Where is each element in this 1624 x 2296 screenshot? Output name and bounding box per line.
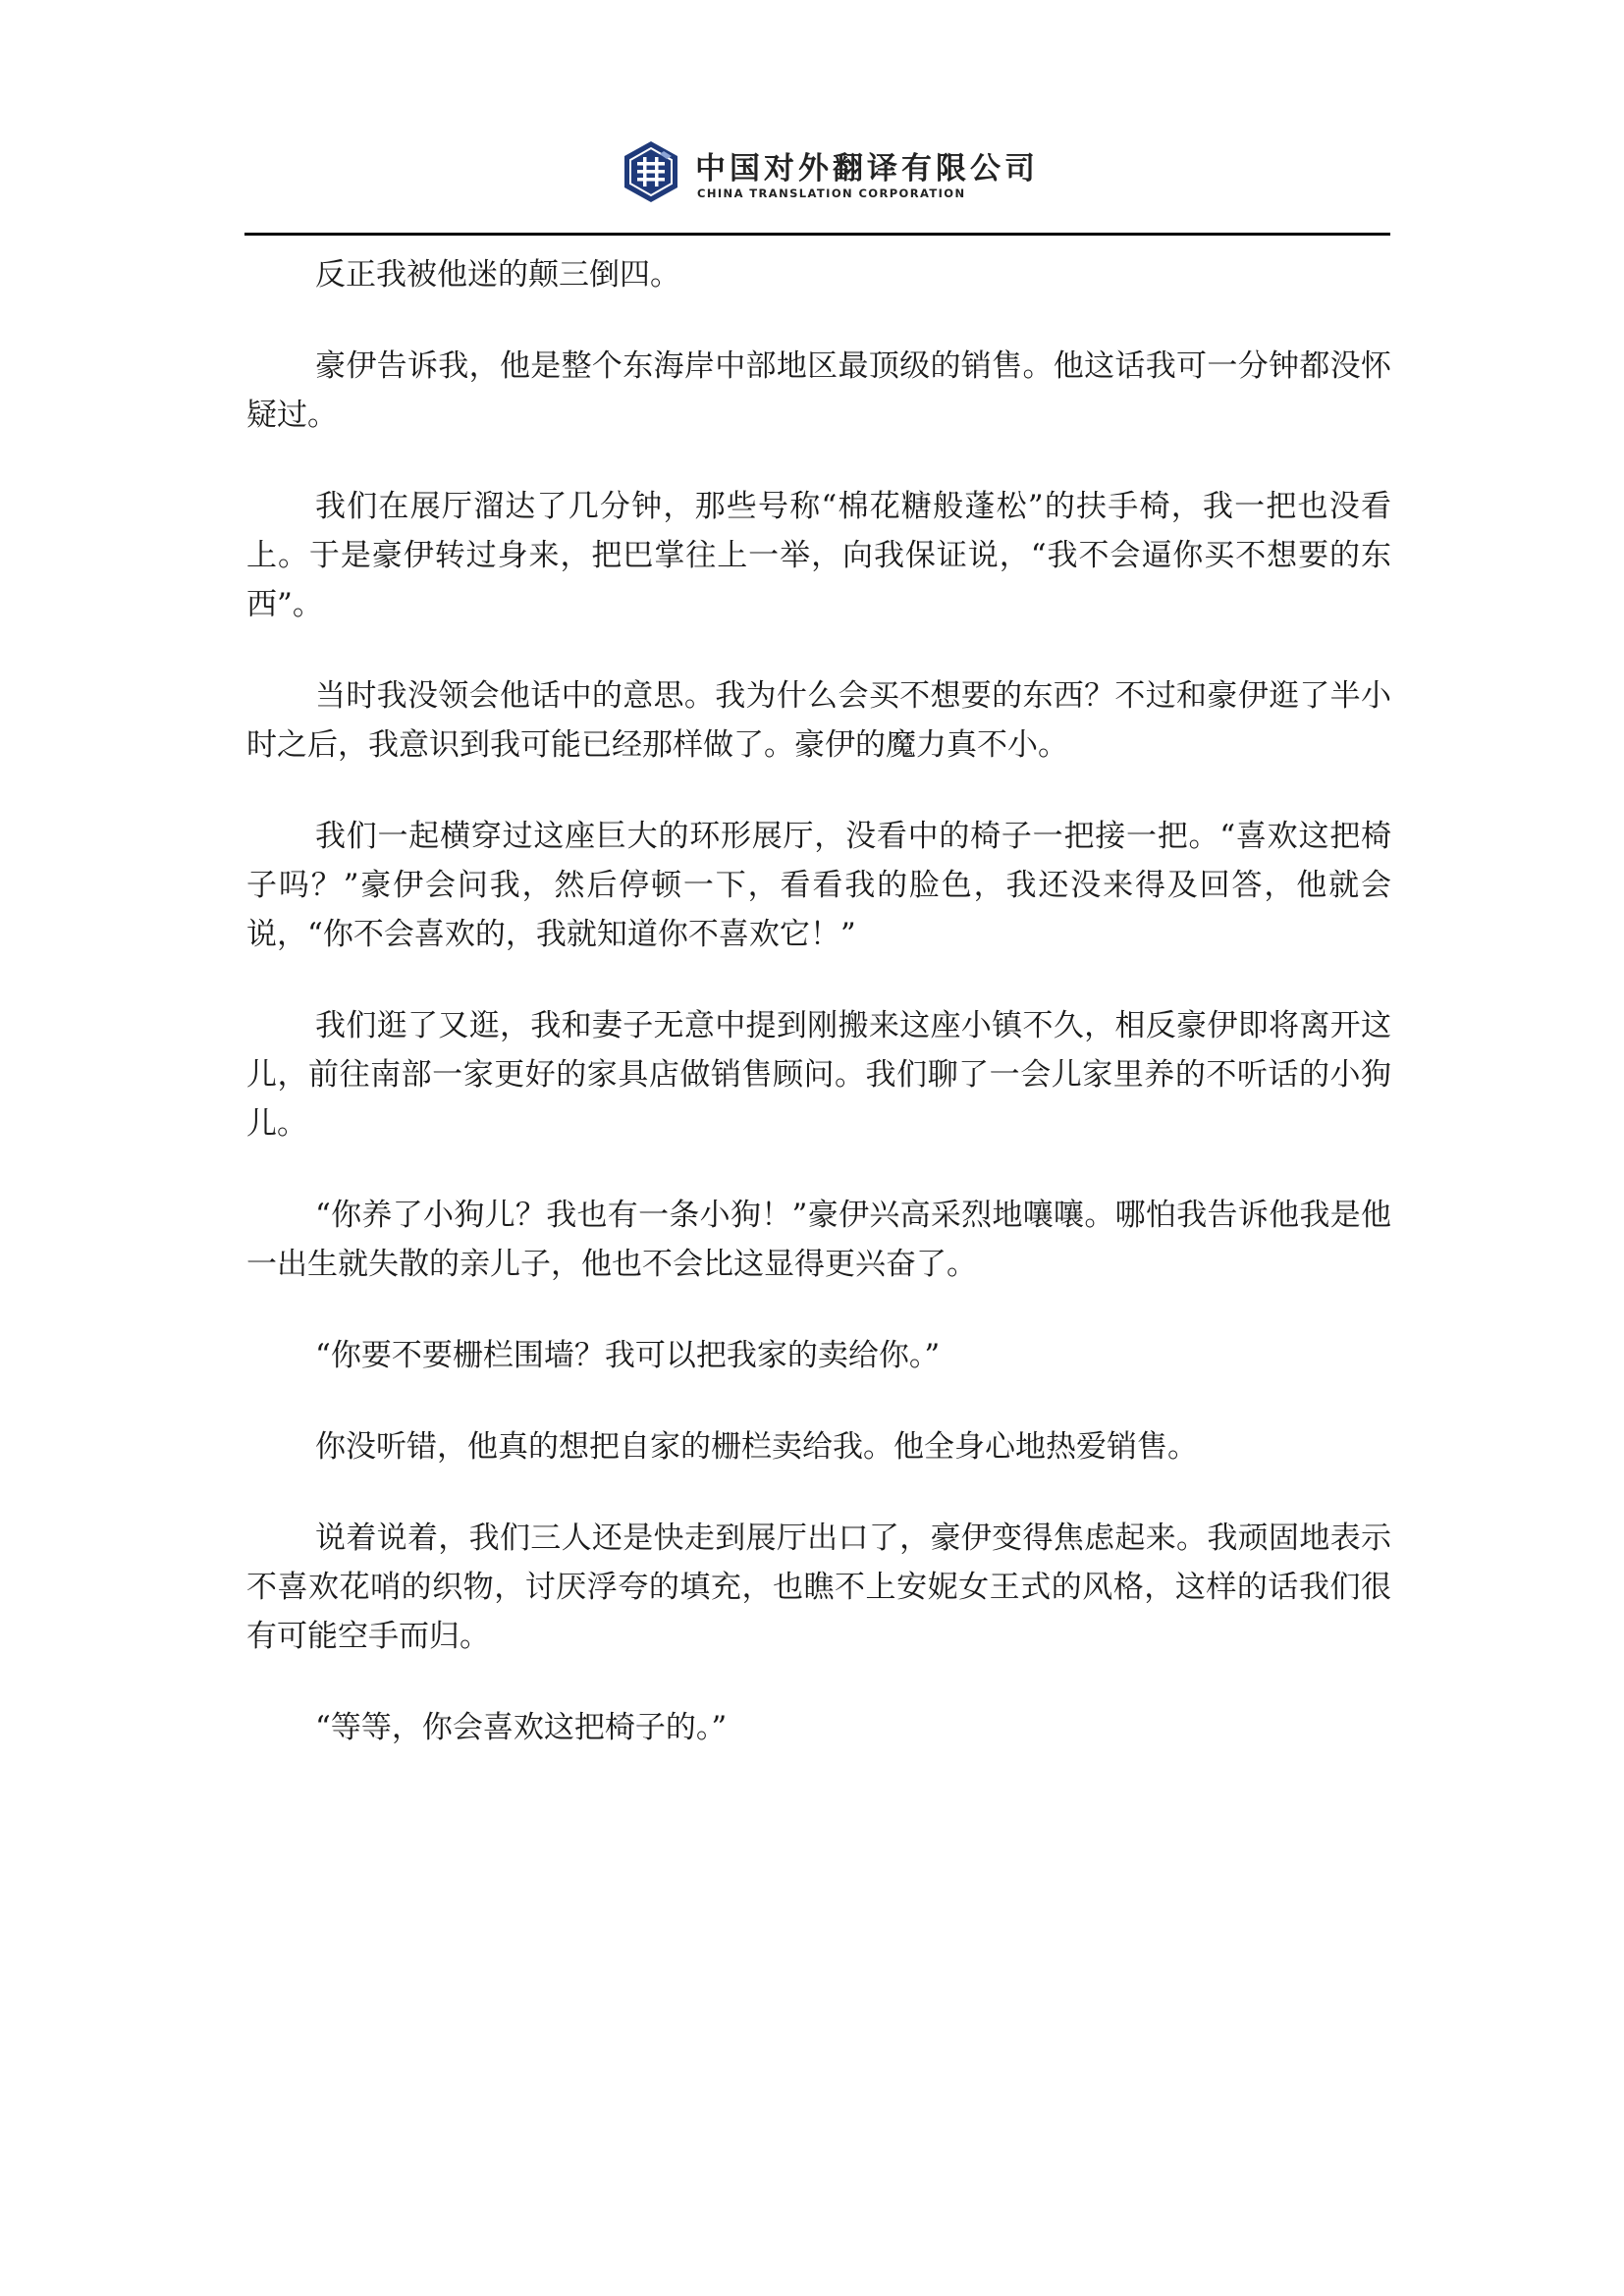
company-logo <box>621 139 1039 208</box>
paragraph: “你养了小狗儿？我也有一条小狗！”豪伊兴高采烈地嚷嚷。哪怕我告诉他我是他一出生就失散的亲儿子，他也不会比这显得更兴奋了。 <box>246 1198 1391 1282</box>
paragraph: 豪伊告诉我，他是整个东海岸中部地区最顶级的销售。他这话我可一分钟都没怀疑过。 <box>246 348 1391 433</box>
page-header <box>0 0 1624 240</box>
paragraph: “等等，你会喜欢这把椅子的。” <box>315 1710 728 1745</box>
paragraph: 我们逛了又逛，我和妻子无意中提到刚搬来这座小镇不久，相反豪伊即将离开这儿，前往南部一家更好的家具店做销售顾问。我们聊了一会儿家里养的不听话的小狗儿。 <box>246 1008 1391 1142</box>
document-body <box>246 250 1391 1794</box>
paragraph: 我们在展厅溜达了几分钟，那些号称“棉花糖般蓬松”的扶手椅，我一把也没看上。于是豪伊转过身来，把巴掌往上一举，向我保证说，“我不会逼你买不想要的东西”。 <box>246 489 1391 622</box>
paragraph: 当时我没领会他话中的意思。我为什么会买不想要的东西？不过和豪伊逛了半小时之后，我意识到我可能已经那样做了。豪伊的魔力真不小。 <box>246 678 1391 763</box>
paragraph: 你没听错，他真的想把自家的栅栏卖给我。他全身心地热爱销售。 <box>315 1429 1198 1465</box>
header-divider <box>244 233 1390 236</box>
paragraph: 反正我被他迷的颠三倒四。 <box>315 257 680 293</box>
paragraph: 说着说着，我们三人还是快走到展厅出口了，豪伊变得焦虑起来。我顽固地表示不喜欢花哨的织物，讨厌浮夸的填充，也瞧不上安妮女王式的风格，这样的话我们很有可能空手而归。 <box>246 1521 1391 1654</box>
company-name-cn: 中国对外翻译有限公司 <box>695 151 1039 187</box>
company-logo-icon <box>621 139 681 204</box>
paragraph: 我们一起横穿过这座巨大的环形展厅，没看中的椅子一把接一把。“喜欢这把椅子吗？”豪伊会问我，然后停顿一下，看看我的脸色，我还没来得及回答，他就会说，“你不会喜欢的，我就知道你不喜欢它！” <box>246 819 1391 952</box>
company-name-en: CHINA TRANSLATION CORPORATION <box>697 187 966 200</box>
paragraph: “你要不要栅栏围墙？我可以把我家的卖给你。” <box>315 1338 941 1373</box>
